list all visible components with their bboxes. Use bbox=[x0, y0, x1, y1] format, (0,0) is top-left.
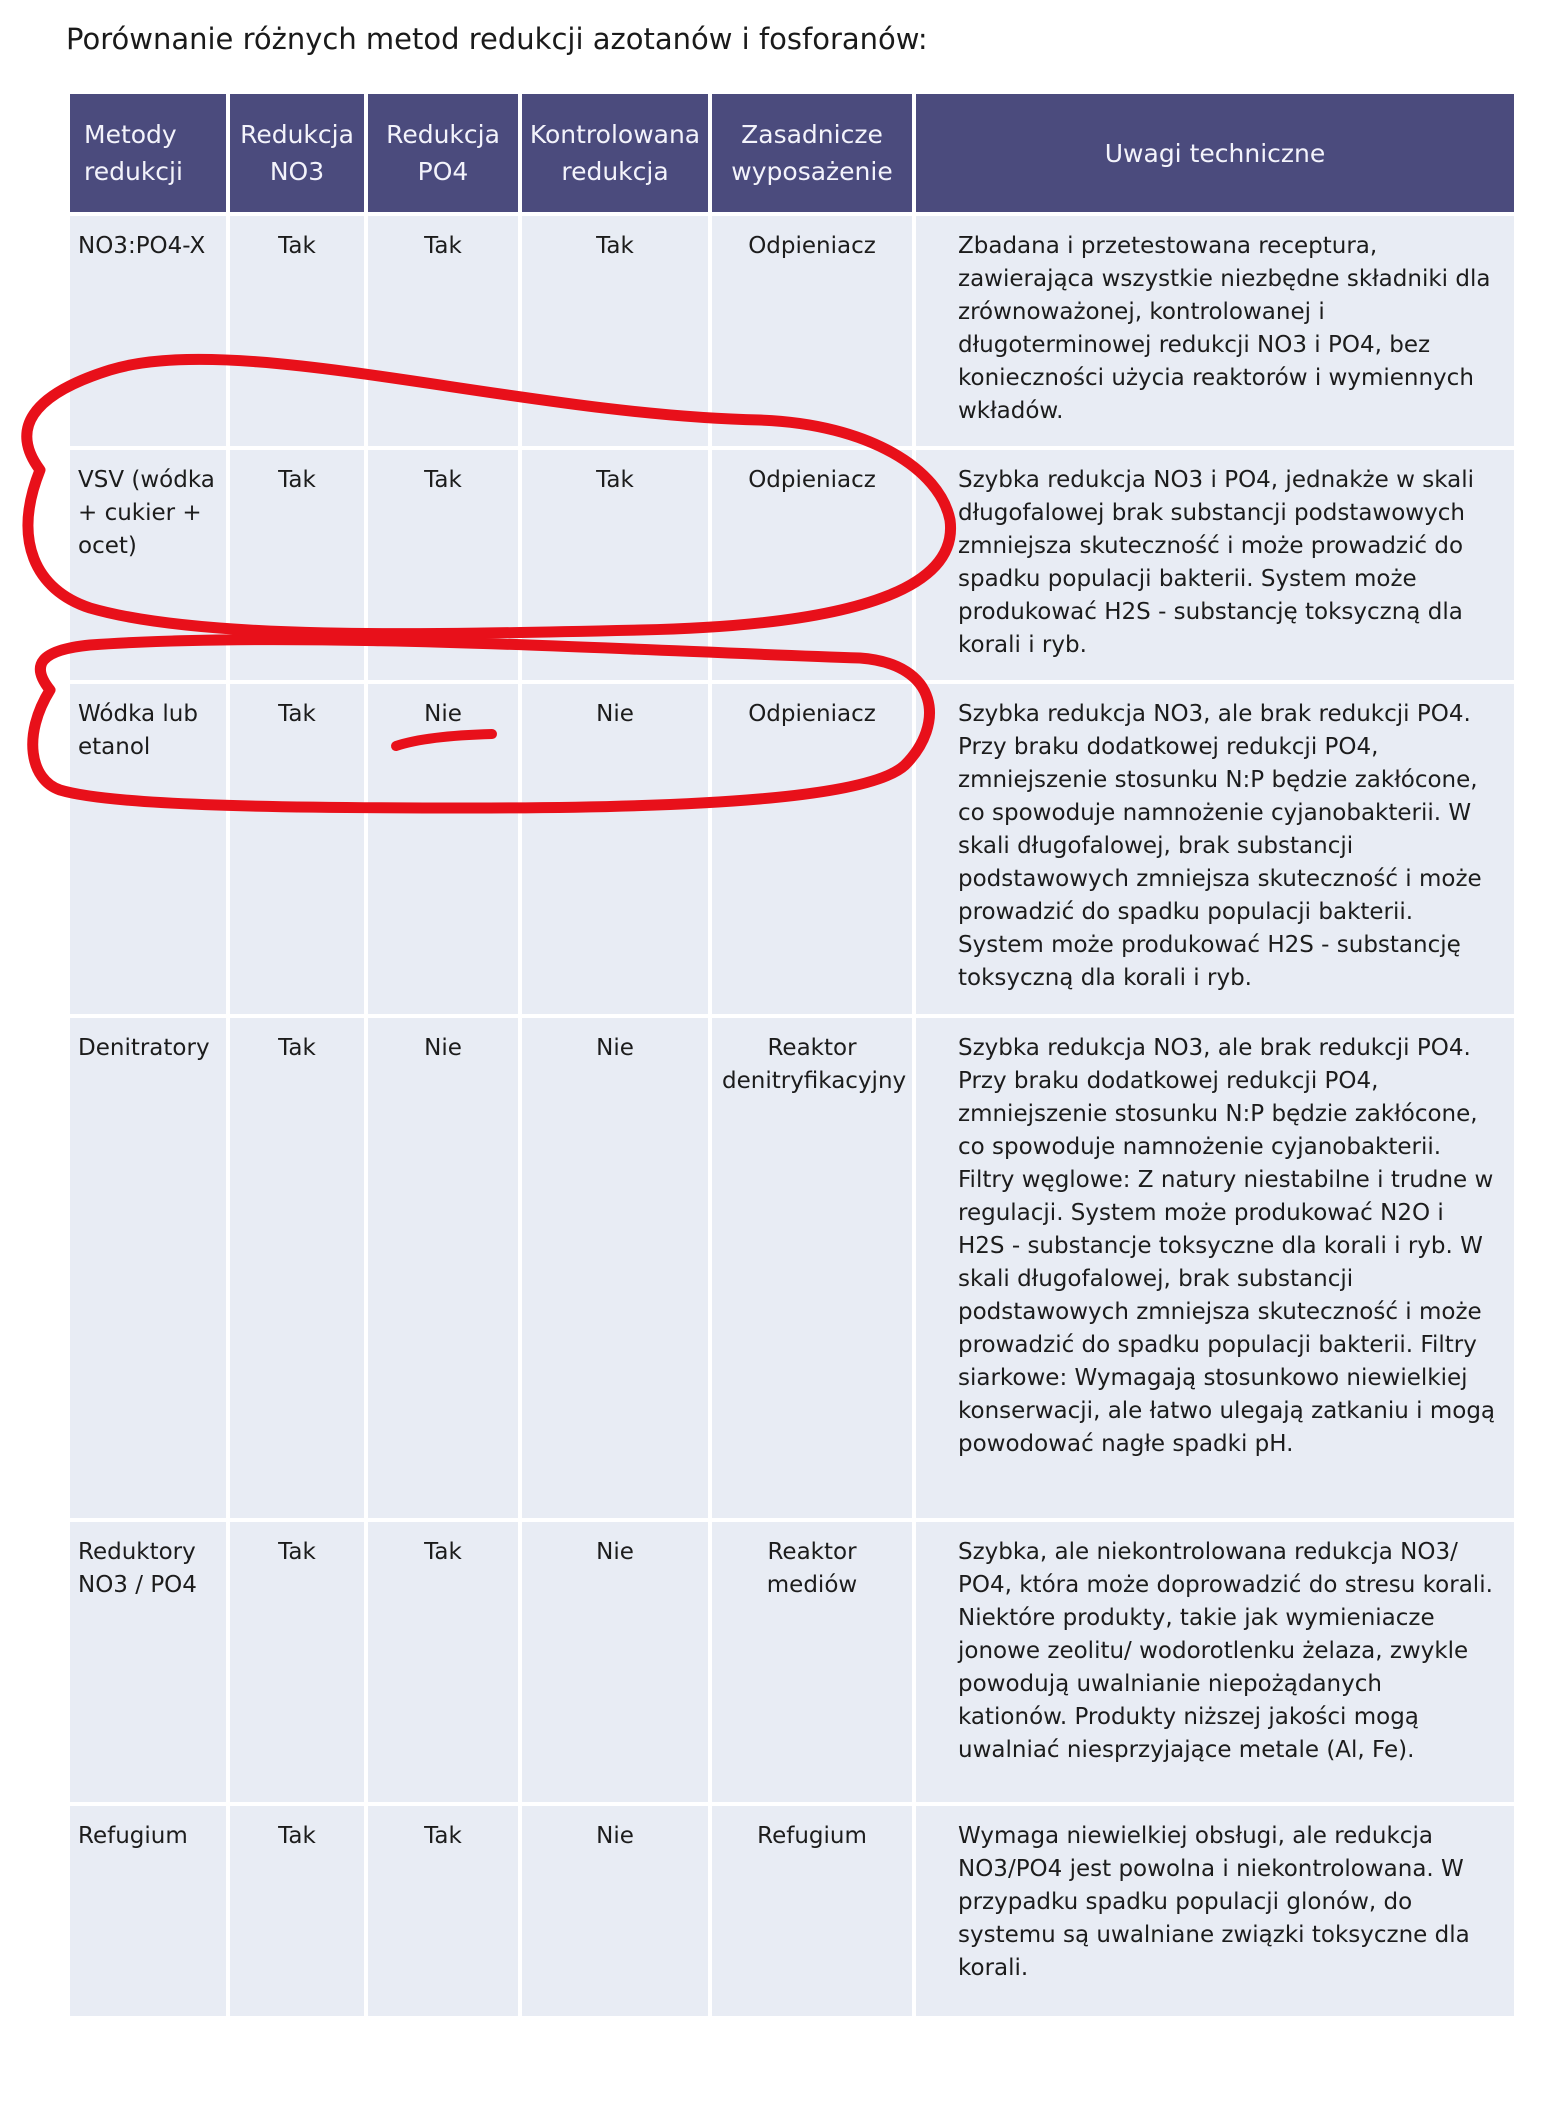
no3-cell: Tak bbox=[230, 1806, 364, 2016]
controlled-cell: Nie bbox=[522, 684, 708, 1014]
po4-cell: Nie bbox=[368, 684, 518, 1014]
notes-cell: Szybka redukcja NO3, ale brak redukcji PO4. Przy braku dodatkowej redukcji PO4, zmniejszenie stosunku N:P będzie zakłócone, co spowoduje namnożenie cyjanobakterii. Filtry węglowe: Z natury niestabilne i trudne w regulacji. System może produkować N2O i H2S - substancje toksyczne dla korali i ryb. W skali długofalowej, brak substancji podstawowych zmniejsza skuteczność i może prowadzić do spadku populacji bakterii. Filtry siarkowe: Wymagają stosunkowo niewielkiej konserwacji, ale łatwo ulegają zatkaniu i mogą powodować nagłe spadki pH. bbox=[916, 1018, 1514, 1518]
po4-cell: Tak bbox=[368, 1522, 518, 1802]
table-row bbox=[70, 1806, 1514, 2016]
equipment-cell: Reaktor mediów bbox=[712, 1522, 912, 1802]
equipment-cell: Reaktor denitryfikacyjny bbox=[712, 1018, 912, 1518]
method-cell: Wódka lub etanol bbox=[70, 684, 226, 1014]
method-cell: Reduktory NO3 / PO4 bbox=[70, 1522, 226, 1802]
table-header-row bbox=[70, 94, 1514, 212]
table-row bbox=[70, 1018, 1514, 1518]
equipment-cell: Odpieniacz bbox=[712, 684, 912, 1014]
comparison-table bbox=[66, 90, 1518, 2020]
method-cell: NO3:PO4-X bbox=[70, 216, 226, 446]
controlled-cell: Nie bbox=[522, 1806, 708, 2016]
header-po4: Redukcja PO4 bbox=[368, 94, 518, 212]
equipment-cell: Odpieniacz bbox=[712, 450, 912, 680]
no3-cell: Tak bbox=[230, 684, 364, 1014]
notes-cell: Szybka redukcja NO3 i PO4, jednakże w skali długofalowej brak substancji podstawowych zmniejsza skuteczność i może prowadzić do spadku populacji bakterii. System może produkować H2S - substancję toksyczną dla korali i ryb. bbox=[916, 450, 1514, 680]
controlled-cell: Tak bbox=[522, 216, 708, 446]
table-row bbox=[70, 1522, 1514, 1802]
equipment-cell: Odpieniacz bbox=[712, 216, 912, 446]
po4-cell: Tak bbox=[368, 450, 518, 680]
notes-cell: Wymaga niewielkiej obsługi, ale redukcja NO3/PO4 jest powolna i niekontrolowana. W przypadku spadku populacji glonów, do systemu są uwalniane związki toksyczne dla korali. bbox=[916, 1806, 1514, 2016]
po4-cell: Tak bbox=[368, 1806, 518, 2016]
notes-cell: Zbadana i przetestowana receptura, zawierająca wszystkie niezbędne składniki dla zrównoważonej, kontrolowanej i długoterminowej redukcji NO3 i PO4, bez konieczności użycia reaktorów i wymiennych wkładów. bbox=[916, 216, 1514, 446]
header-notes: Uwagi techniczne bbox=[916, 94, 1514, 212]
no3-cell: Tak bbox=[230, 1522, 364, 1802]
header-controlled: Kontrolowana redukcja bbox=[522, 94, 708, 212]
method-cell: Denitratory bbox=[70, 1018, 226, 1518]
po4-cell: Nie bbox=[368, 1018, 518, 1518]
equipment-cell: Refugium bbox=[712, 1806, 912, 2016]
po4-cell: Tak bbox=[368, 216, 518, 446]
controlled-cell: Tak bbox=[522, 450, 708, 680]
no3-cell: Tak bbox=[230, 1018, 364, 1518]
header-no3: Redukcja NO3 bbox=[230, 94, 364, 212]
page-title: Porównanie różnych metod redukcji azotanów i fosforanów: bbox=[66, 22, 928, 56]
method-cell: VSV (wódka + cukier + ocet) bbox=[70, 450, 226, 680]
controlled-cell: Nie bbox=[522, 1018, 708, 1518]
no3-cell: Tak bbox=[230, 216, 364, 446]
notes-cell: Szybka redukcja NO3, ale brak redukcji PO4. Przy braku dodatkowej redukcji PO4, zmniejszenie stosunku N:P będzie zakłócone, co spowoduje namnożenie cyjanobakterii. W skali długofalowej, brak substancji podstawowych zmniejsza skuteczność i może prowadzić do spadku populacji bakterii. System może produkować H2S - substancję toksyczną dla korali i ryb. bbox=[916, 684, 1514, 1014]
table-row bbox=[70, 450, 1514, 680]
notes-cell: Szybka, ale niekontrolowana redukcja NO3/ PO4, która może doprowadzić do stresu korali. Niektóre produkty, takie jak wymieniacze jonowe zeolitu/ wodorotlenku żelaza, zwykle powodują uwalnianie niepożądanych kationów. Produkty niższej jakości mogą uwalniać niesprzyjające metale (Al, Fe). bbox=[916, 1522, 1514, 1802]
no3-cell: Tak bbox=[230, 450, 364, 680]
header-equipment: Zasadnicze wyposażenie bbox=[712, 94, 912, 212]
table-row bbox=[70, 684, 1514, 1014]
controlled-cell: Nie bbox=[522, 1522, 708, 1802]
header-method: Metody redukcji bbox=[70, 94, 226, 212]
method-cell: Refugium bbox=[70, 1806, 226, 2016]
table-row bbox=[70, 216, 1514, 446]
